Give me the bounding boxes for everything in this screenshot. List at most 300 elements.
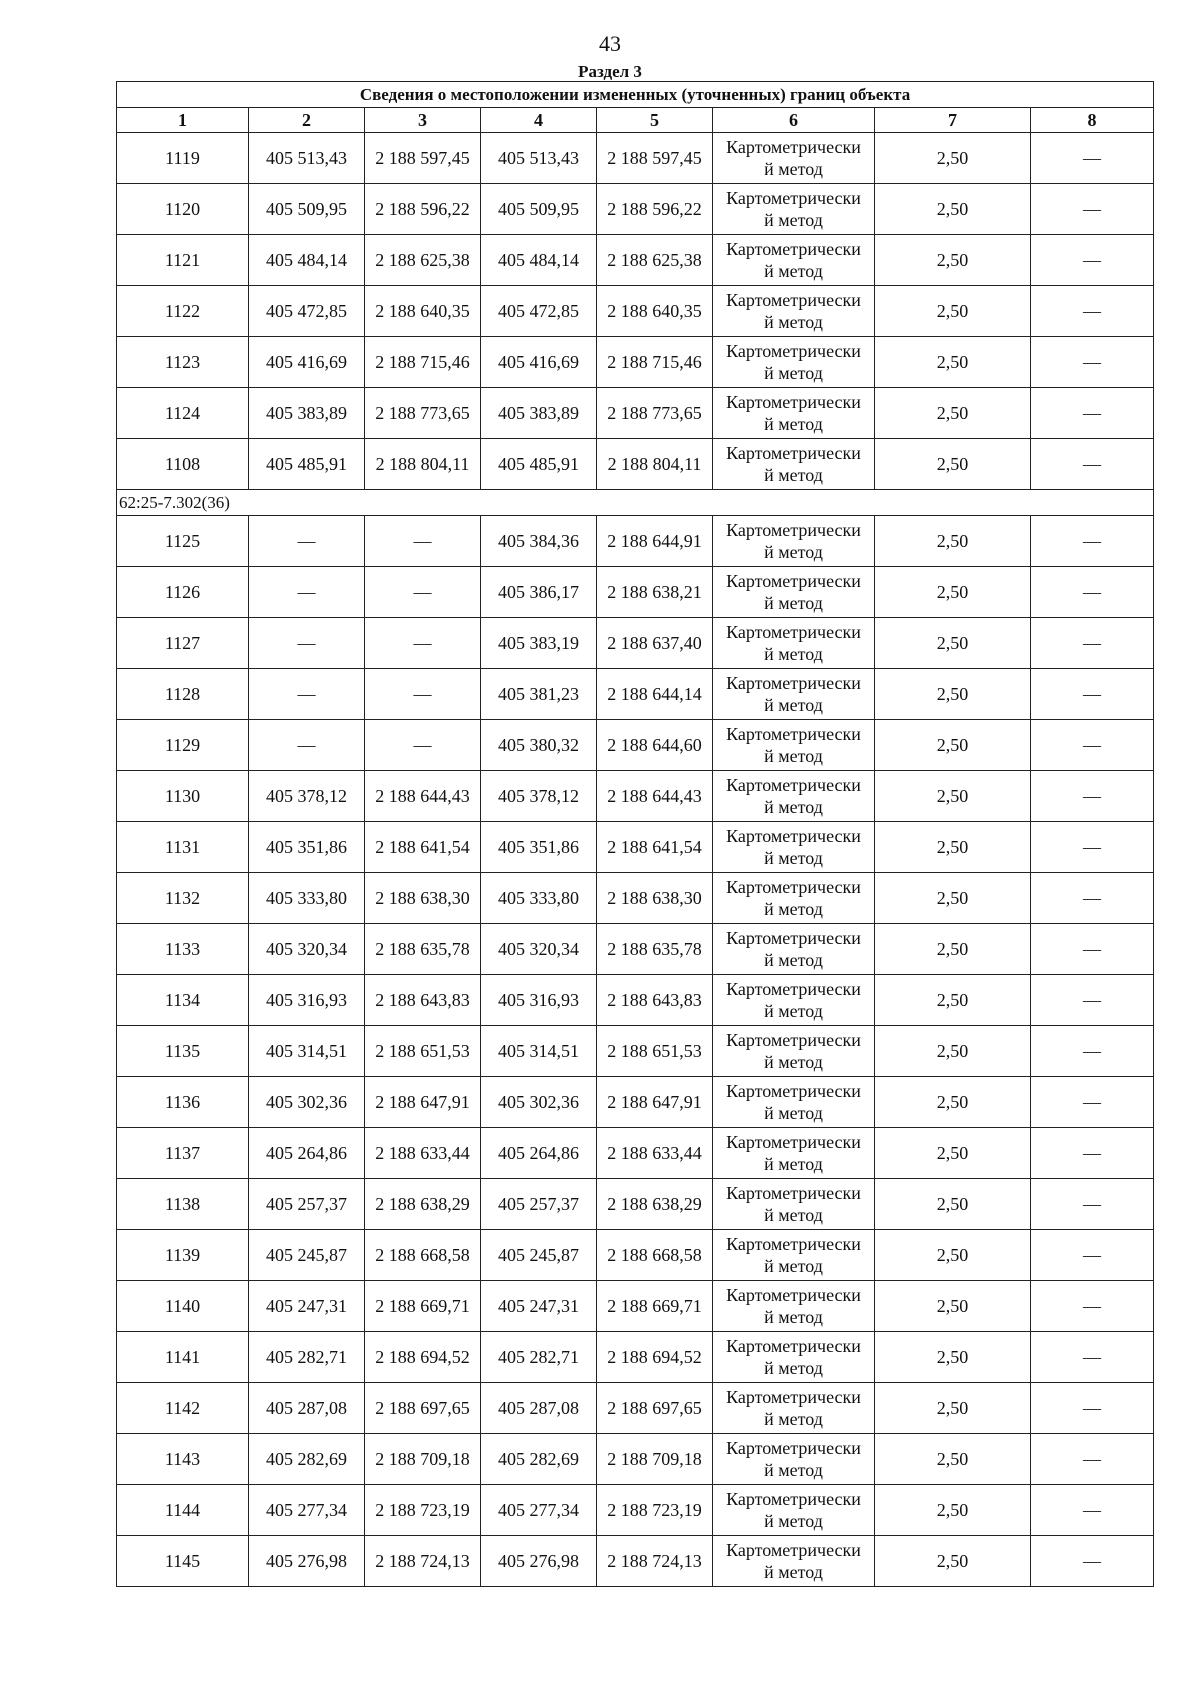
y-new-cell: 2 188 644,60 [597, 720, 713, 771]
x-old-cell: 405 333,80 [249, 873, 365, 924]
y-old-cell: 2 188 641,54 [365, 822, 481, 873]
y-new-cell: 2 188 709,18 [597, 1434, 713, 1485]
y-new-cell: 2 188 637,40 [597, 618, 713, 669]
description-cell: — [1031, 133, 1154, 184]
table-row [117, 771, 1154, 822]
x-old-cell: — [249, 516, 365, 567]
method-cell [713, 184, 875, 235]
point-number-cell: 1142 [117, 1383, 249, 1434]
x-old-cell: 405 316,93 [249, 975, 365, 1026]
point-number-cell: 1141 [117, 1332, 249, 1383]
x-old-cell: 405 282,69 [249, 1434, 365, 1485]
accuracy-cell: 2,50 [875, 1434, 1031, 1485]
y-old-cell: 2 188 715,46 [365, 337, 481, 388]
y-old-cell: 2 188 651,53 [365, 1026, 481, 1077]
accuracy-cell: 2,50 [875, 1536, 1031, 1587]
method-cell [713, 720, 875, 771]
description-cell: — [1031, 439, 1154, 490]
y-old-cell: — [365, 567, 481, 618]
column-header-4: 4 [481, 108, 597, 133]
y-old-cell: 2 188 596,22 [365, 184, 481, 235]
point-number-cell: 1126 [117, 567, 249, 618]
accuracy-cell: 2,50 [875, 720, 1031, 771]
y-new-cell: 2 188 625,38 [597, 235, 713, 286]
table-row [117, 567, 1154, 618]
accuracy-cell: 2,50 [875, 669, 1031, 720]
x-old-cell: 405 484,14 [249, 235, 365, 286]
y-new-cell: 2 188 641,54 [597, 822, 713, 873]
section-title: Раздел 3 [578, 62, 642, 81]
table-row [117, 1026, 1154, 1077]
y-old-cell: 2 188 640,35 [365, 286, 481, 337]
method-text-line1: Картометрически [726, 188, 861, 208]
x-new-cell: 405 381,23 [481, 669, 597, 720]
method-text-line2: й метод [764, 848, 823, 868]
description-cell: — [1031, 1332, 1154, 1383]
method-text-line2: й метод [764, 593, 823, 613]
x-old-cell: 405 472,85 [249, 286, 365, 337]
y-old-cell: 2 188 633,44 [365, 1128, 481, 1179]
point-number-cell: 1143 [117, 1434, 249, 1485]
accuracy-cell: 2,50 [875, 567, 1031, 618]
table-row [117, 235, 1154, 286]
y-old-cell: 2 188 647,91 [365, 1077, 481, 1128]
description-cell: — [1031, 669, 1154, 720]
y-new-cell: 2 188 694,52 [597, 1332, 713, 1383]
y-old-cell: — [365, 516, 481, 567]
x-new-cell: 405 509,95 [481, 184, 597, 235]
method-text-line1: Картометрически [726, 775, 861, 795]
y-new-cell: 2 188 697,65 [597, 1383, 713, 1434]
table-row [117, 1230, 1154, 1281]
method-text-line1: Картометрически [726, 1081, 861, 1101]
page-number: 43 [599, 31, 621, 56]
x-new-cell: 405 351,86 [481, 822, 597, 873]
point-number-cell: 1121 [117, 235, 249, 286]
x-new-cell: 405 316,93 [481, 975, 597, 1026]
y-new-cell: 2 188 638,29 [597, 1179, 713, 1230]
method-cell [713, 1332, 875, 1383]
x-new-cell: 405 320,34 [481, 924, 597, 975]
description-cell: — [1031, 1536, 1154, 1587]
method-text-line1: Картометрически [726, 1387, 861, 1407]
point-number-cell: 1127 [117, 618, 249, 669]
method-cell [713, 1077, 875, 1128]
accuracy-cell: 2,50 [875, 924, 1031, 975]
y-new-cell: 2 188 638,30 [597, 873, 713, 924]
description-cell: — [1031, 1485, 1154, 1536]
method-cell [713, 337, 875, 388]
y-old-cell: 2 188 597,45 [365, 133, 481, 184]
method-text-line1: Картометрически [726, 1336, 861, 1356]
point-number-cell: 1133 [117, 924, 249, 975]
method-text-line2: й метод [764, 1409, 823, 1429]
group-label: 62:25-7.302(36) [117, 490, 1154, 516]
method-cell [713, 618, 875, 669]
table-row [117, 618, 1154, 669]
table-row [117, 439, 1154, 490]
x-old-cell: 405 276,98 [249, 1536, 365, 1587]
accuracy-cell: 2,50 [875, 286, 1031, 337]
method-text-line2: й метод [764, 1205, 823, 1225]
accuracy-cell: 2,50 [875, 771, 1031, 822]
x-old-cell: 405 277,34 [249, 1485, 365, 1536]
method-cell [713, 1485, 875, 1536]
y-old-cell: 2 188 635,78 [365, 924, 481, 975]
description-cell: — [1031, 1179, 1154, 1230]
method-text-line1: Картометрически [726, 928, 861, 948]
method-text-line2: й метод [764, 159, 823, 179]
x-old-cell: 405 314,51 [249, 1026, 365, 1077]
table-row [117, 1434, 1154, 1485]
y-old-cell: 2 188 709,18 [365, 1434, 481, 1485]
description-cell: — [1031, 1026, 1154, 1077]
y-new-cell: 2 188 669,71 [597, 1281, 713, 1332]
y-old-cell: 2 188 723,19 [365, 1485, 481, 1536]
method-cell [713, 1230, 875, 1281]
x-old-cell: — [249, 669, 365, 720]
x-new-cell: 405 245,87 [481, 1230, 597, 1281]
y-new-cell: 2 188 644,14 [597, 669, 713, 720]
x-old-cell: 405 264,86 [249, 1128, 365, 1179]
method-cell [713, 873, 875, 924]
description-cell: — [1031, 924, 1154, 975]
method-text-line1: Картометрически [726, 1285, 861, 1305]
method-text-line1: Картометрически [726, 341, 861, 361]
column-header-5: 5 [597, 108, 713, 133]
y-new-cell: 2 188 715,46 [597, 337, 713, 388]
accuracy-cell: 2,50 [875, 133, 1031, 184]
x-old-cell: 405 245,87 [249, 1230, 365, 1281]
method-text-line2: й метод [764, 312, 823, 332]
point-number-cell: 1108 [117, 439, 249, 490]
method-cell [713, 1281, 875, 1332]
point-number-cell: 1136 [117, 1077, 249, 1128]
method-text-line2: й метод [764, 465, 823, 485]
x-old-cell: — [249, 720, 365, 771]
x-new-cell: 405 264,86 [481, 1128, 597, 1179]
y-new-cell: 2 188 644,43 [597, 771, 713, 822]
point-number-cell: 1124 [117, 388, 249, 439]
x-old-cell: 405 509,95 [249, 184, 365, 235]
method-text-line2: й метод [764, 746, 823, 766]
x-new-cell: 405 416,69 [481, 337, 597, 388]
accuracy-cell: 2,50 [875, 975, 1031, 1026]
y-old-cell: 2 188 694,52 [365, 1332, 481, 1383]
description-cell: — [1031, 337, 1154, 388]
method-cell [713, 388, 875, 439]
y-new-cell: 2 188 651,53 [597, 1026, 713, 1077]
description-cell: — [1031, 1128, 1154, 1179]
column-header-7: 7 [875, 108, 1031, 133]
description-cell: — [1031, 235, 1154, 286]
y-new-cell: 2 188 647,91 [597, 1077, 713, 1128]
point-number-cell: 1139 [117, 1230, 249, 1281]
column-header-3: 3 [365, 108, 481, 133]
y-new-cell: 2 188 723,19 [597, 1485, 713, 1536]
point-number-cell: 1138 [117, 1179, 249, 1230]
description-cell: — [1031, 1230, 1154, 1281]
table-row [117, 1179, 1154, 1230]
point-number-cell: 1130 [117, 771, 249, 822]
method-cell [713, 822, 875, 873]
table-row [117, 1383, 1154, 1434]
table-row [117, 924, 1154, 975]
table-row [117, 720, 1154, 771]
x-new-cell: 405 277,34 [481, 1485, 597, 1536]
y-old-cell: 2 188 643,83 [365, 975, 481, 1026]
method-text-line1: Картометрически [726, 137, 861, 157]
method-cell [713, 1128, 875, 1179]
method-text-line1: Картометрически [726, 239, 861, 259]
table-row [117, 1128, 1154, 1179]
table-title: Сведения о местоположении измененных (уточненных) границ объекта [117, 82, 1154, 108]
description-cell: — [1031, 771, 1154, 822]
y-new-cell: 2 188 804,11 [597, 439, 713, 490]
method-cell [713, 567, 875, 618]
method-text-line1: Картометрически [726, 520, 861, 540]
y-new-cell: 2 188 668,58 [597, 1230, 713, 1281]
table-row [117, 184, 1154, 235]
y-new-cell: 2 188 773,65 [597, 388, 713, 439]
method-cell [713, 1383, 875, 1434]
column-header-6: 6 [713, 108, 875, 133]
y-new-cell: 2 188 597,45 [597, 133, 713, 184]
description-cell: — [1031, 1383, 1154, 1434]
method-text-line2: й метод [764, 414, 823, 434]
method-text-line2: й метод [764, 542, 823, 562]
table-row [117, 1077, 1154, 1128]
y-new-cell: 2 188 640,35 [597, 286, 713, 337]
description-cell: — [1031, 388, 1154, 439]
point-number-cell: 1128 [117, 669, 249, 720]
method-text-line1: Картометрически [726, 1132, 861, 1152]
column-header-1: 1 [117, 108, 249, 133]
point-number-cell: 1123 [117, 337, 249, 388]
method-text-line1: Картометрически [726, 1030, 861, 1050]
method-text-line1: Картометрически [726, 1438, 861, 1458]
table-row [117, 516, 1154, 567]
accuracy-cell: 2,50 [875, 337, 1031, 388]
y-new-cell: 2 188 644,91 [597, 516, 713, 567]
method-text-line1: Картометрически [726, 1540, 861, 1560]
description-cell: — [1031, 720, 1154, 771]
point-number-cell: 1134 [117, 975, 249, 1026]
method-text-line2: й метод [764, 695, 823, 715]
accuracy-cell: 2,50 [875, 184, 1031, 235]
table-row [117, 133, 1154, 184]
method-text-line1: Картометрически [726, 1234, 861, 1254]
x-new-cell: 405 333,80 [481, 873, 597, 924]
point-number-cell: 1129 [117, 720, 249, 771]
method-cell [713, 975, 875, 1026]
method-text-line2: й метод [764, 1358, 823, 1378]
table-row [117, 1485, 1154, 1536]
method-text-line2: й метод [764, 644, 823, 664]
method-cell [713, 1026, 875, 1077]
method-cell [713, 1536, 875, 1587]
method-text-line2: й метод [764, 1562, 823, 1582]
point-number-cell: 1137 [117, 1128, 249, 1179]
method-cell [713, 133, 875, 184]
method-text-line1: Картометрически [726, 979, 861, 999]
accuracy-cell: 2,50 [875, 1230, 1031, 1281]
method-text-line1: Картометрически [726, 724, 861, 744]
method-text-line2: й метод [764, 261, 823, 281]
y-old-cell: — [365, 720, 481, 771]
table-row [117, 975, 1154, 1026]
point-number-cell: 1119 [117, 133, 249, 184]
accuracy-cell: 2,50 [875, 1383, 1031, 1434]
point-number-cell: 1125 [117, 516, 249, 567]
y-old-cell: 2 188 697,65 [365, 1383, 481, 1434]
accuracy-cell: 2,50 [875, 235, 1031, 286]
group-row [117, 490, 1154, 516]
table-row [117, 822, 1154, 873]
x-old-cell: — [249, 618, 365, 669]
method-text-line2: й метод [764, 1256, 823, 1276]
x-new-cell: 405 287,08 [481, 1383, 597, 1434]
table-row [117, 388, 1154, 439]
x-old-cell: 405 383,89 [249, 388, 365, 439]
description-cell: — [1031, 975, 1154, 1026]
description-cell: — [1031, 516, 1154, 567]
y-old-cell: 2 188 669,71 [365, 1281, 481, 1332]
y-old-cell: 2 188 804,11 [365, 439, 481, 490]
x-old-cell: — [249, 567, 365, 618]
accuracy-cell: 2,50 [875, 1026, 1031, 1077]
y-old-cell: 2 188 625,38 [365, 235, 481, 286]
method-cell [713, 516, 875, 567]
x-new-cell: 405 302,36 [481, 1077, 597, 1128]
table-row [117, 873, 1154, 924]
x-old-cell: 405 302,36 [249, 1077, 365, 1128]
method-text-line2: й метод [764, 1103, 823, 1123]
accuracy-cell: 2,50 [875, 618, 1031, 669]
point-number-cell: 1135 [117, 1026, 249, 1077]
accuracy-cell: 2,50 [875, 1179, 1031, 1230]
description-cell: — [1031, 286, 1154, 337]
description-cell: — [1031, 1434, 1154, 1485]
method-text-line1: Картометрически [726, 673, 861, 693]
x-new-cell: 405 386,17 [481, 567, 597, 618]
method-text-line1: Картометрически [726, 443, 861, 463]
x-old-cell: 405 320,34 [249, 924, 365, 975]
point-number-cell: 1120 [117, 184, 249, 235]
accuracy-cell: 2,50 [875, 1332, 1031, 1383]
x-new-cell: 405 380,32 [481, 720, 597, 771]
method-text-line1: Картометрически [726, 1489, 861, 1509]
x-old-cell: 405 485,91 [249, 439, 365, 490]
y-old-cell: — [365, 669, 481, 720]
method-cell [713, 235, 875, 286]
accuracy-cell: 2,50 [875, 439, 1031, 490]
table-row [117, 669, 1154, 720]
method-cell [713, 439, 875, 490]
x-old-cell: 405 247,31 [249, 1281, 365, 1332]
table-row [117, 1536, 1154, 1587]
y-old-cell: 2 188 638,30 [365, 873, 481, 924]
y-new-cell: 2 188 643,83 [597, 975, 713, 1026]
description-cell: — [1031, 1281, 1154, 1332]
method-cell [713, 1179, 875, 1230]
table-row [117, 337, 1154, 388]
x-new-cell: 405 513,43 [481, 133, 597, 184]
y-new-cell: 2 188 638,21 [597, 567, 713, 618]
x-old-cell: 405 378,12 [249, 771, 365, 822]
method-text-line2: й метод [764, 1511, 823, 1531]
point-number-cell: 1140 [117, 1281, 249, 1332]
description-cell: — [1031, 184, 1154, 235]
x-new-cell: 405 472,85 [481, 286, 597, 337]
accuracy-cell: 2,50 [875, 1128, 1031, 1179]
x-new-cell: 405 383,89 [481, 388, 597, 439]
x-new-cell: 405 282,69 [481, 1434, 597, 1485]
x-new-cell: 405 282,71 [481, 1332, 597, 1383]
table-row [117, 1332, 1154, 1383]
table-row [117, 1281, 1154, 1332]
method-text-line2: й метод [764, 210, 823, 230]
x-old-cell: 405 513,43 [249, 133, 365, 184]
table-row [117, 286, 1154, 337]
point-number-cell: 1145 [117, 1536, 249, 1587]
point-number-cell: 1132 [117, 873, 249, 924]
method-cell [713, 771, 875, 822]
point-number-cell: 1131 [117, 822, 249, 873]
accuracy-cell: 2,50 [875, 1077, 1031, 1128]
method-text-line2: й метод [764, 1154, 823, 1174]
column-header-8: 8 [1031, 108, 1154, 133]
y-old-cell: 2 188 644,43 [365, 771, 481, 822]
accuracy-cell: 2,50 [875, 822, 1031, 873]
description-cell: — [1031, 873, 1154, 924]
x-old-cell: 405 351,86 [249, 822, 365, 873]
y-new-cell: 2 188 635,78 [597, 924, 713, 975]
description-cell: — [1031, 618, 1154, 669]
x-new-cell: 405 247,31 [481, 1281, 597, 1332]
point-number-cell: 1122 [117, 286, 249, 337]
method-text-line1: Картометрически [726, 1183, 861, 1203]
method-text-line1: Картометрически [726, 571, 861, 591]
accuracy-cell: 2,50 [875, 1281, 1031, 1332]
method-text-line2: й метод [764, 363, 823, 383]
x-new-cell: 405 257,37 [481, 1179, 597, 1230]
x-new-cell: 405 383,19 [481, 618, 597, 669]
method-text-line2: й метод [764, 1460, 823, 1480]
x-old-cell: 405 282,71 [249, 1332, 365, 1383]
method-cell [713, 286, 875, 337]
x-old-cell: 405 416,69 [249, 337, 365, 388]
accuracy-cell: 2,50 [875, 1485, 1031, 1536]
description-cell: — [1031, 567, 1154, 618]
x-new-cell: 405 485,91 [481, 439, 597, 490]
method-cell [713, 669, 875, 720]
x-old-cell: 405 287,08 [249, 1383, 365, 1434]
x-old-cell: 405 257,37 [249, 1179, 365, 1230]
y-old-cell: 2 188 773,65 [365, 388, 481, 439]
method-text-line1: Картометрически [726, 622, 861, 642]
x-new-cell: 405 484,14 [481, 235, 597, 286]
y-new-cell: 2 188 596,22 [597, 184, 713, 235]
column-header-2: 2 [249, 108, 365, 133]
description-cell: — [1031, 822, 1154, 873]
method-cell [713, 924, 875, 975]
boundary-coordinates-table [116, 81, 1154, 1587]
y-new-cell: 2 188 633,44 [597, 1128, 713, 1179]
accuracy-cell: 2,50 [875, 388, 1031, 439]
method-text-line2: й метод [764, 1001, 823, 1021]
x-new-cell: 405 378,12 [481, 771, 597, 822]
